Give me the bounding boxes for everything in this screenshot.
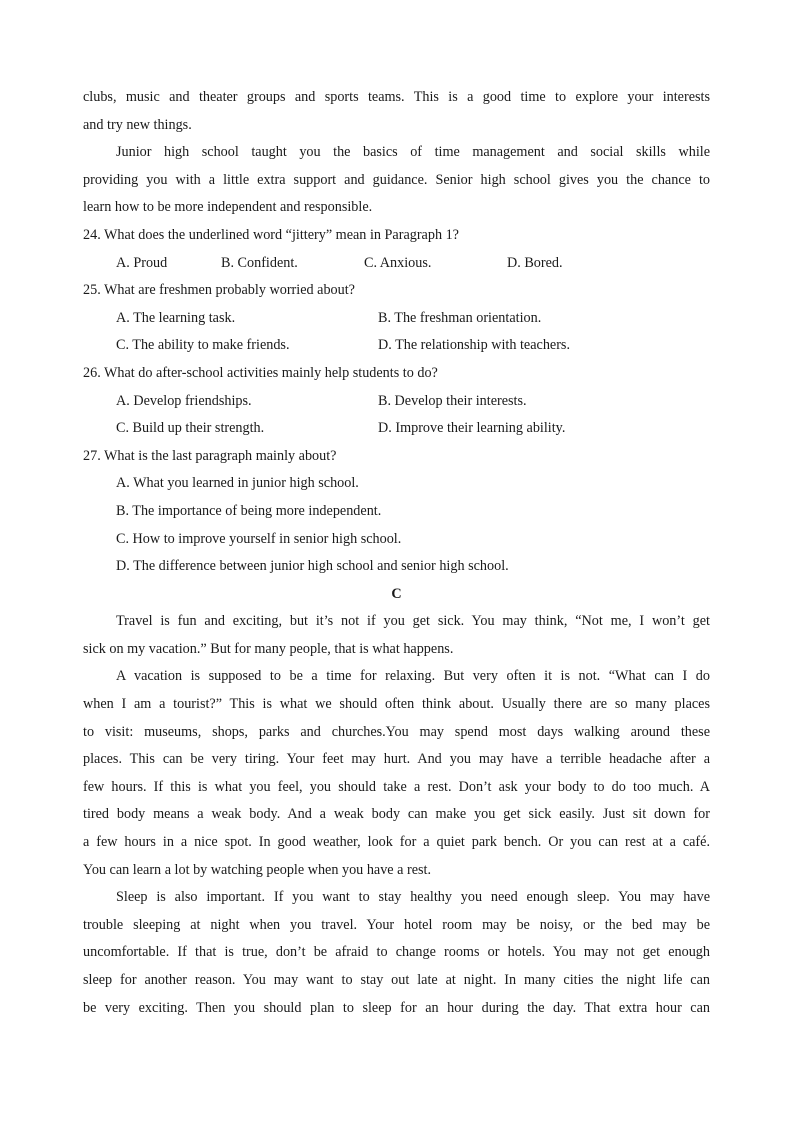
options-row bbox=[83, 250, 710, 278]
options-row bbox=[83, 415, 710, 443]
option-b: B. Develop their interests. bbox=[378, 392, 527, 409]
question-stem: 24. What does the underlined word “jittery” mean in Paragraph 1? bbox=[83, 226, 459, 243]
text-line: sleep for another reason. You may want to stay out late at night. In many cities the night life can bbox=[83, 972, 710, 988]
option-a: A. The learning task. bbox=[116, 309, 236, 326]
option-a: A. What you learned in junior high school. bbox=[116, 475, 359, 492]
option-b: B. Confident. bbox=[221, 254, 298, 271]
text-line: learn how to be more independent and responsible. bbox=[83, 199, 373, 216]
text-line: be very exciting. Then you should plan to sleep for an hour during the day. That extra hour can bbox=[83, 999, 710, 1016]
options-row bbox=[83, 332, 710, 360]
text-line: and try new things. bbox=[83, 116, 192, 133]
passage-b-tail bbox=[83, 84, 710, 222]
text-line: Travel is fun and exciting, but it’s not if you get sick. You may think, “Not me, I won’t get bbox=[116, 613, 710, 630]
options-row bbox=[83, 305, 710, 333]
option-c: C. Build up their strength. bbox=[116, 420, 265, 437]
option-d: D. The difference between junior high school and senior high school. bbox=[116, 558, 509, 575]
text-line: uncomfortable. If that is true, don’t be afraid to change rooms or hotels. You may not get enough bbox=[83, 944, 710, 961]
passage-c bbox=[83, 608, 710, 1022]
text-line: a few hours in a nice spot. In good weather, look for a quiet park bench. Or you can rest at a café. bbox=[83, 834, 710, 851]
option-d: D. The relationship with teachers. bbox=[378, 337, 571, 354]
text-line: A vacation is supposed to be a time for relaxing. But very often it is not. “What can I do bbox=[116, 668, 710, 685]
question-24 bbox=[83, 222, 710, 277]
text-line: providing you with a little extra support and guidance. Senior high school gives you the chance to bbox=[83, 171, 710, 188]
text-line: to visit: museums, shops, parks and churches.You may spend most days walking around these bbox=[83, 723, 710, 740]
text-line: places. This can be very tiring. Your feet may hurt. And you may have a terrible headache after a bbox=[83, 751, 710, 768]
text-line: Sleep is also important. If you want to stay healthy you need enough sleep. You may have bbox=[116, 889, 710, 906]
section-heading: C bbox=[391, 585, 402, 602]
option-b: B. The freshman orientation. bbox=[378, 309, 542, 326]
option-a: A. Proud bbox=[116, 254, 168, 271]
options-row bbox=[83, 388, 710, 416]
text-line: Junior high school taught you the basics of time management and social skills while bbox=[116, 144, 710, 161]
text-line: sick on my vacation.” But for many people, that is what happens. bbox=[83, 640, 454, 657]
option-d: D. Improve their learning ability. bbox=[378, 420, 566, 437]
text-line: You can learn a lot by watching people when you have a rest. bbox=[83, 861, 432, 878]
option-c: C. Anxious. bbox=[364, 254, 432, 271]
option-c: C. The ability to make friends. bbox=[116, 337, 290, 354]
text-line: clubs, music and theater groups and sports teams. This is a good time to explore your interests bbox=[83, 89, 710, 105]
option-a: A. Develop friendships. bbox=[116, 392, 252, 409]
question-stem: 27. What is the last paragraph mainly about? bbox=[83, 447, 337, 464]
text-line: trouble sleeping at night when you travel. Your hotel room may be noisy, or the bed may be bbox=[83, 916, 710, 933]
option-b: B. The importance of being more independent. bbox=[116, 502, 382, 519]
question-stem: 25. What are freshmen probably worried about? bbox=[83, 282, 355, 299]
question-stem: 26. What do after-school activities mainly help students to do? bbox=[83, 364, 438, 381]
text-line: when I am a tourist?” This is what we should often think about. Usually there are so many places bbox=[83, 696, 710, 713]
option-c: C. How to improve yourself in senior high school. bbox=[116, 530, 402, 547]
question-26 bbox=[83, 360, 710, 443]
question-25 bbox=[83, 277, 710, 360]
text-line: tired body means a weak body. And a weak body can make you get sick easily. Just sit down for bbox=[83, 806, 710, 823]
text-line: few hours. If this is what you feel, you should take a rest. Don’t ask your body to do too much. A bbox=[83, 778, 710, 795]
option-d: D. Bored. bbox=[507, 254, 563, 271]
document-page bbox=[83, 84, 710, 1022]
question-27 bbox=[83, 443, 710, 581]
